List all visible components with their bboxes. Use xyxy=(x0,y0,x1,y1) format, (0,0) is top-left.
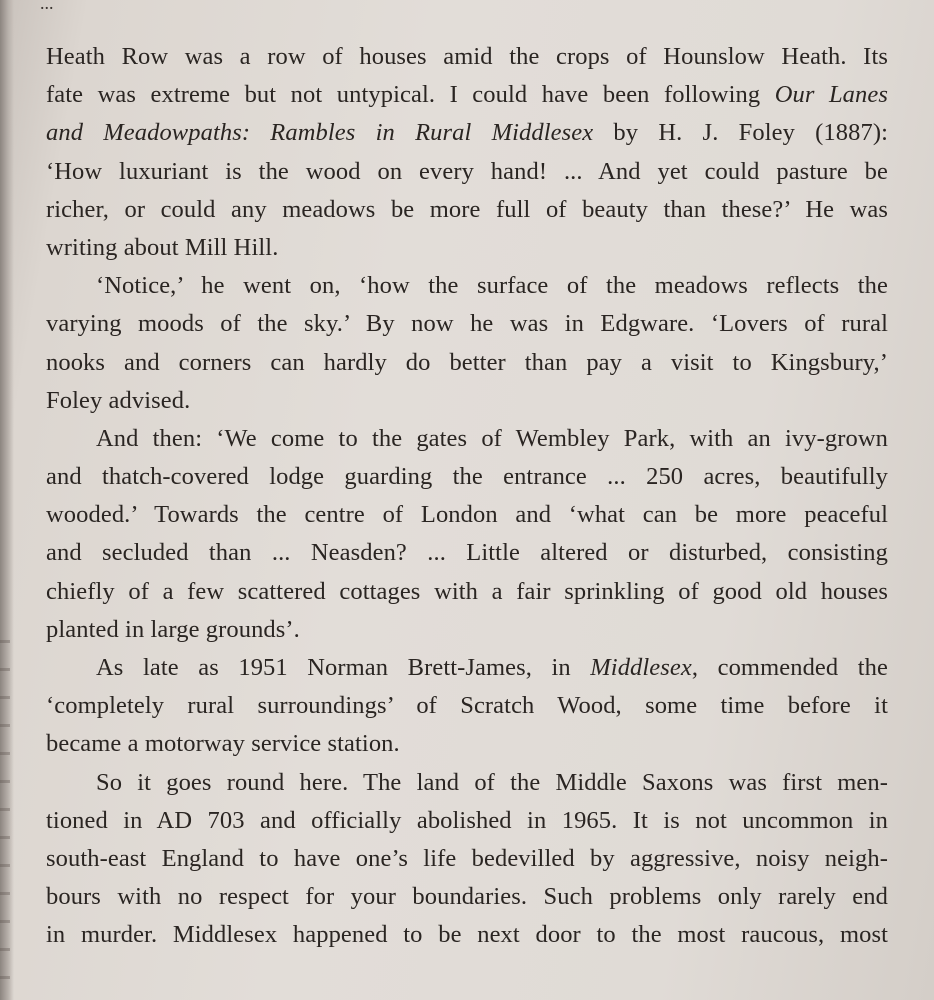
body-text: tioned in AD 703 and officially abolished in 1965. It is not uncommon in xyxy=(46,806,888,834)
body-text: south-east England to have one’s life bedevilled by aggressive, noisy neigh- xyxy=(46,844,888,872)
text-line xyxy=(46,153,888,191)
body-text: So it goes round here. The land of the Middle Saxons was first men- xyxy=(96,768,888,796)
body-text: varying moods of the sky.’ By now he was in Edgware. ‘Lovers of rural xyxy=(46,310,888,338)
body-text: , commended the xyxy=(691,654,888,681)
text-line xyxy=(46,38,888,76)
text-line xyxy=(46,534,888,572)
paragraph xyxy=(46,38,888,267)
body-text: became a motorway service station. xyxy=(46,730,400,758)
italic-title-text: Middlesex xyxy=(590,654,692,681)
body-text: and secluded than ... Neasden? ... Little altered or disturbed, consisting xyxy=(46,539,888,567)
text-line xyxy=(46,878,888,916)
text-line xyxy=(46,344,888,382)
paragraph xyxy=(46,649,888,764)
body-text: fate was extreme but not untypical. I could have been following xyxy=(46,81,775,109)
italic-title-text: and Meadowpaths: Rambles in Rural Middlesex xyxy=(46,119,594,147)
body-text: bours with no respect for your boundaries. Such problems only rarely end xyxy=(46,883,888,911)
body-text: by H. J. Foley (1887): xyxy=(593,119,888,147)
paragraph xyxy=(46,267,888,420)
page-edge xyxy=(0,640,10,1000)
body-text: and thatch-covered lodge guarding the entrance ... 250 acres, beautifully xyxy=(46,463,888,491)
body-text: wooded.’ Towards the centre of London and ‘what can be more peaceful xyxy=(46,501,888,529)
paragraph xyxy=(46,764,888,955)
body-text: chiefly of a few scattered cottages with a fair sprinkling of good old houses xyxy=(46,577,888,605)
body-text: planted in large grounds’. xyxy=(46,615,300,643)
text-line xyxy=(46,420,888,458)
book-page-text xyxy=(46,38,888,955)
body-text: ‘completely rural surroundings’ of Scratch Wood, some time before it xyxy=(46,692,888,720)
body-text: writing about Mill Hill. xyxy=(46,233,279,261)
text-line xyxy=(46,114,888,152)
body-text: richer, or could any meadows be more full of beauty than these?’ He was xyxy=(46,195,888,223)
text-line xyxy=(46,573,888,611)
text-line xyxy=(46,764,888,802)
text-line xyxy=(46,305,888,343)
text-line xyxy=(46,649,888,687)
body-text: nooks and corners can hardly do better than pay a visit to Kingsbury,’ xyxy=(46,348,888,376)
text-line xyxy=(46,229,888,267)
text-line xyxy=(46,496,888,534)
body-text: in murder. Middlesex happened to be next door to the most raucous, most xyxy=(46,921,888,949)
text-line xyxy=(46,611,888,649)
cut-off-top-line: ... xyxy=(40,0,54,13)
text-line xyxy=(46,76,888,114)
text-line xyxy=(46,725,888,763)
text-line xyxy=(46,382,888,420)
body-text: Foley advised. xyxy=(46,386,191,414)
body-text: Heath Row was a row of houses amid the crops of Hounslow Heath. Its xyxy=(46,43,888,70)
body-text: ‘Notice,’ he went on, ‘how the surface of the meadows reflects the xyxy=(96,272,888,300)
text-line xyxy=(46,916,888,954)
body-text: ‘How luxuriant is the wood on every hand! ... And yet could pasture be xyxy=(46,157,888,185)
text-line xyxy=(46,687,888,725)
text-line xyxy=(46,458,888,496)
text-line xyxy=(46,802,888,840)
text-line xyxy=(46,191,888,229)
text-line xyxy=(46,267,888,305)
text-line xyxy=(46,840,888,878)
italic-title-text: Our Lanes xyxy=(774,81,888,109)
paragraph xyxy=(46,420,888,649)
body-text: And then: ‘We come to the gates of Wembley Park, with an ivy-grown xyxy=(96,424,888,452)
body-text: As late as 1951 Norman Brett-James, in xyxy=(96,654,591,681)
